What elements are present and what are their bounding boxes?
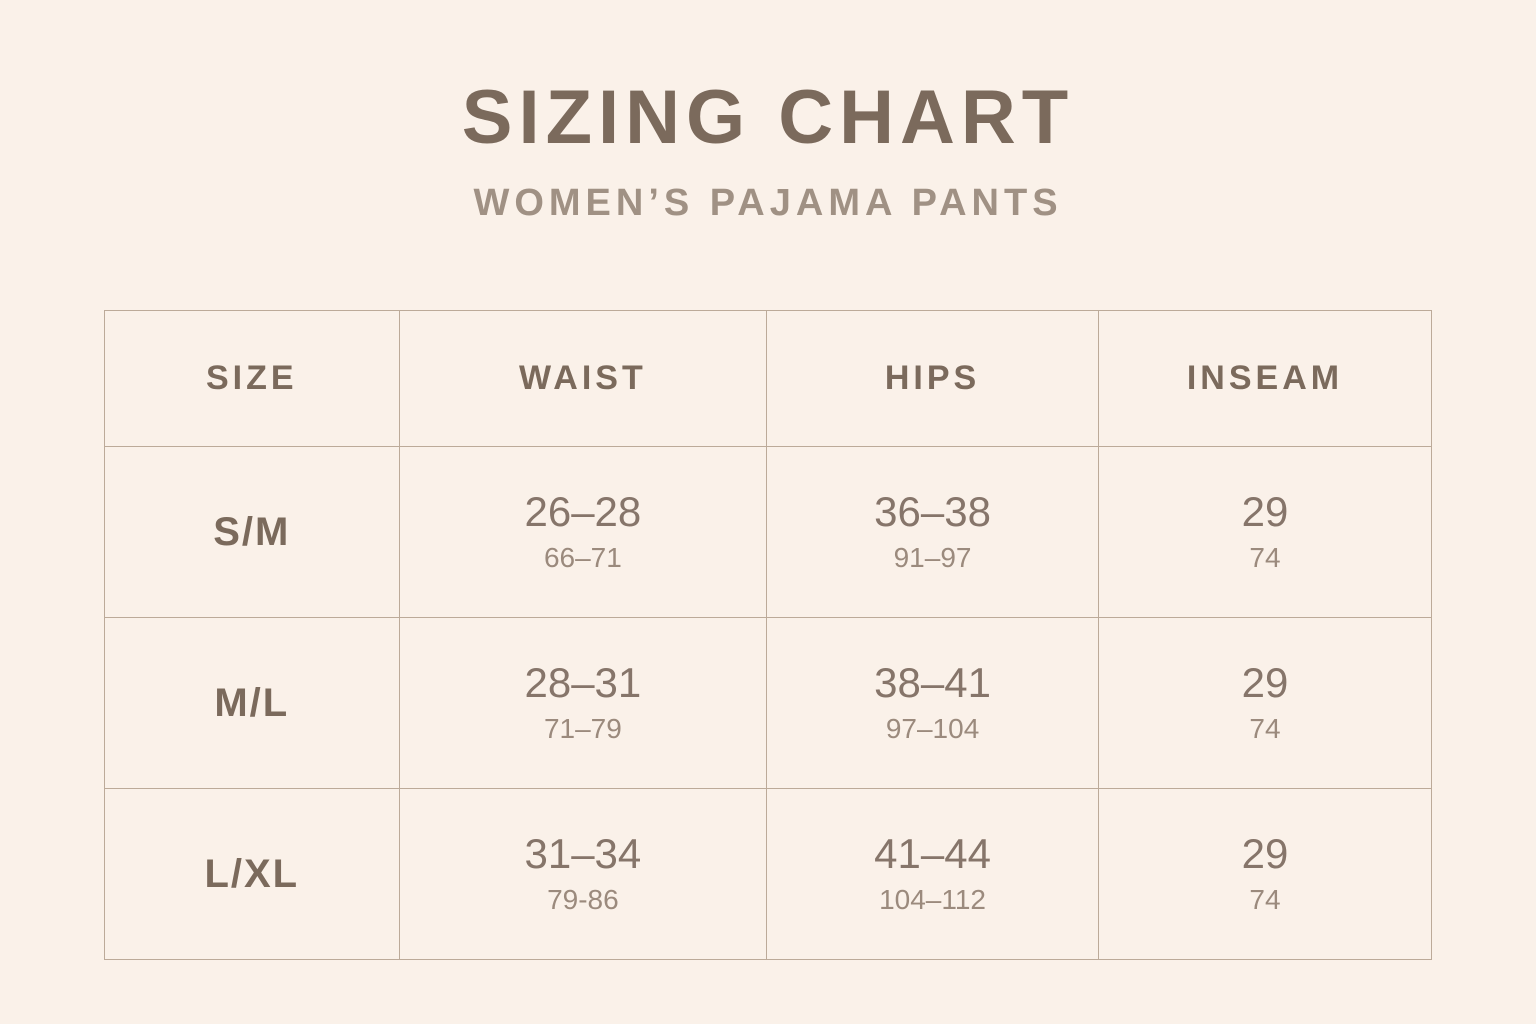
- column-header-size: SIZE: [105, 311, 400, 447]
- inseam-cm: 74: [1249, 883, 1281, 915]
- cell-size: [105, 618, 400, 789]
- waist-inches: 26–28: [524, 487, 642, 535]
- cell-inseam: [1098, 618, 1431, 789]
- size-label: L/XL: [204, 851, 300, 896]
- hips-inches: 36–38: [874, 487, 991, 535]
- table-header-row: [105, 311, 1432, 447]
- cell-waist: [399, 447, 767, 618]
- cell-inseam: [1098, 789, 1431, 960]
- waist-inches: 31–34: [524, 829, 642, 877]
- inseam-inches: 29: [1241, 829, 1289, 877]
- waist-cm: 71–79: [543, 712, 622, 744]
- inseam-cm: 74: [1249, 541, 1281, 573]
- waist-cm: 79-86: [547, 883, 619, 915]
- page-title: SIZING CHART: [461, 75, 1075, 160]
- column-header-waist: WAIST: [399, 311, 767, 447]
- waist-inches: 28–31: [524, 658, 642, 706]
- cell-size: [105, 789, 400, 960]
- cell-hips: [767, 789, 1099, 960]
- table-row: [105, 789, 1432, 960]
- table-row: [105, 447, 1432, 618]
- size-label: M/L: [214, 680, 290, 725]
- cell-waist: [399, 618, 767, 789]
- size-label: S/M: [213, 509, 291, 554]
- table-header: [105, 311, 1432, 447]
- inseam-inches: 29: [1241, 487, 1289, 535]
- inseam-cm: 74: [1249, 712, 1281, 744]
- column-header-hips: HIPS: [767, 311, 1099, 447]
- table-body: [105, 447, 1432, 960]
- hips-inches: 38–41: [874, 658, 991, 706]
- cell-waist: [399, 789, 767, 960]
- hips-cm: 104–112: [879, 883, 987, 915]
- cell-hips: [767, 618, 1099, 789]
- hips-inches: 41–44: [874, 829, 991, 877]
- cell-hips: [767, 447, 1099, 618]
- cell-size: [105, 447, 400, 618]
- sizing-table: [104, 310, 1432, 960]
- column-header-inseam: INSEAM: [1098, 311, 1431, 447]
- hips-cm: 97–104: [885, 712, 980, 744]
- page-subtitle: WOMEN’S PAJAMA PANTS: [473, 181, 1063, 224]
- sizing-table-wrap: [104, 310, 1432, 960]
- hips-cm: 91–97: [893, 541, 972, 573]
- cell-inseam: [1098, 447, 1431, 618]
- inseam-inches: 29: [1241, 658, 1289, 706]
- table-row: [105, 618, 1432, 789]
- waist-cm: 66–71: [543, 541, 622, 573]
